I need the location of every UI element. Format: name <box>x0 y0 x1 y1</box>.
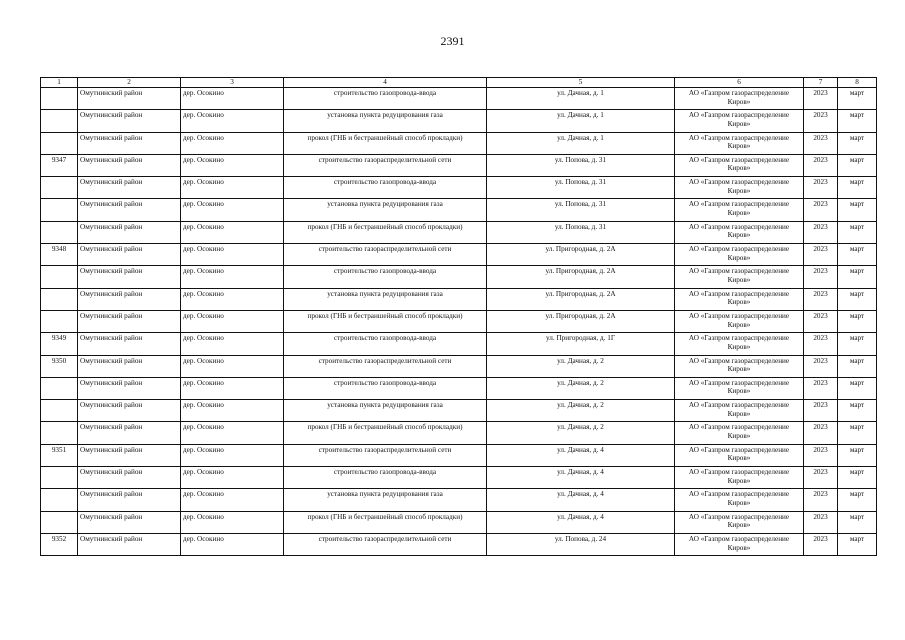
organization-cell: АО «Газпром газораспределение Киров» <box>675 266 804 288</box>
year-cell: 2023 <box>804 511 838 533</box>
work-type-cell: прокол (ГНБ и бестраншейный способ прокладки) <box>284 422 487 444</box>
organization-cell: АО «Газпром газораспределение Киров» <box>675 154 804 176</box>
work-type-cell: прокол (ГНБ и бестраншейный способ прокладки) <box>284 132 487 154</box>
organization-cell: АО «Газпром газораспределение Киров» <box>675 377 804 399</box>
column-header: 5 <box>487 78 675 88</box>
year-cell: 2023 <box>804 110 838 132</box>
address-cell: ул. Попова, д. 31 <box>487 199 675 221</box>
table-row <box>41 221 877 243</box>
month-cell: март <box>838 110 877 132</box>
month-cell: март <box>838 310 877 332</box>
table-row <box>41 310 877 332</box>
entry-number-cell <box>41 199 78 221</box>
district-cell: Омутнинский район <box>78 199 181 221</box>
entry-number-cell <box>41 88 78 110</box>
month-cell: март <box>838 221 877 243</box>
district-cell: Омутнинский район <box>78 533 181 555</box>
work-type-cell: строительство газопровода-ввода <box>284 177 487 199</box>
address-cell: ул. Пригородная, д. 2А <box>487 288 675 310</box>
year-cell: 2023 <box>804 355 838 377</box>
organization-cell: АО «Газпром газораспределение Киров» <box>675 88 804 110</box>
work-type-cell: прокол (ГНБ и бестраншейный способ прокладки) <box>284 310 487 332</box>
year-cell: 2023 <box>804 132 838 154</box>
work-type-cell: строительство газопровода-ввода <box>284 333 487 355</box>
address-cell: ул. Пригородная, д. 2А <box>487 244 675 266</box>
year-cell: 2023 <box>804 266 838 288</box>
district-cell: Омутнинский район <box>78 177 181 199</box>
address-cell: ул. Дачная, д. 4 <box>487 467 675 489</box>
settlement-cell: дер. Осокино <box>181 489 284 511</box>
organization-cell: АО «Газпром газораспределение Киров» <box>675 355 804 377</box>
district-cell: Омутнинский район <box>78 221 181 243</box>
year-cell: 2023 <box>804 333 838 355</box>
organization-cell: АО «Газпром газораспределение Киров» <box>675 199 804 221</box>
address-cell: ул. Дачная, д. 1 <box>487 110 675 132</box>
organization-cell: АО «Газпром газораспределение Киров» <box>675 467 804 489</box>
table-row <box>41 377 877 399</box>
organization-cell: АО «Газпром газораспределение Киров» <box>675 132 804 154</box>
entry-number-cell: 9351 <box>41 444 78 466</box>
work-type-cell: установка пункта редуцирования газа <box>284 489 487 511</box>
entry-number-cell <box>41 266 78 288</box>
table-row <box>41 266 877 288</box>
table-row <box>41 444 877 466</box>
table-row <box>41 154 877 176</box>
table-row <box>41 355 877 377</box>
work-type-cell: строительство газораспределительной сети <box>284 444 487 466</box>
entry-number-cell <box>41 511 78 533</box>
address-cell: ул. Дачная, д. 1 <box>487 88 675 110</box>
column-header: 2 <box>78 78 181 88</box>
district-cell: Омутнинский район <box>78 110 181 132</box>
settlement-cell: дер. Осокино <box>181 132 284 154</box>
address-cell: ул. Пригородная, д. 1Г <box>487 333 675 355</box>
settlement-cell: дер. Осокино <box>181 467 284 489</box>
district-cell: Омутнинский район <box>78 511 181 533</box>
work-type-cell: строительство газораспределительной сети <box>284 244 487 266</box>
year-cell: 2023 <box>804 199 838 221</box>
entry-number-cell <box>41 422 78 444</box>
entry-number-cell <box>41 489 78 511</box>
settlement-cell: дер. Осокино <box>181 110 284 132</box>
district-cell: Омутнинский район <box>78 88 181 110</box>
address-cell: ул. Пригородная, д. 2А <box>487 266 675 288</box>
settlement-cell: дер. Осокино <box>181 400 284 422</box>
settlement-cell: дер. Осокино <box>181 533 284 555</box>
year-cell: 2023 <box>804 533 838 555</box>
district-cell: Омутнинский район <box>78 132 181 154</box>
address-cell: ул. Дачная, д. 1 <box>487 132 675 154</box>
table-row <box>41 110 877 132</box>
entry-number-cell <box>41 467 78 489</box>
table-row <box>41 132 877 154</box>
work-type-cell: установка пункта редуцирования газа <box>284 110 487 132</box>
settlement-cell: дер. Осокино <box>181 244 284 266</box>
entry-number-cell: 9347 <box>41 154 78 176</box>
year-cell: 2023 <box>804 444 838 466</box>
month-cell: март <box>838 154 877 176</box>
month-cell: март <box>838 467 877 489</box>
district-cell: Омутнинский район <box>78 444 181 466</box>
work-type-cell: строительство газопровода-ввода <box>284 377 487 399</box>
work-type-cell: строительство газораспределительной сети <box>284 355 487 377</box>
entry-number-cell: 9349 <box>41 333 78 355</box>
work-type-cell: установка пункта редуцирования газа <box>284 199 487 221</box>
month-cell: март <box>838 489 877 511</box>
month-cell: март <box>838 288 877 310</box>
table-row <box>41 244 877 266</box>
organization-cell: АО «Газпром газораспределение Киров» <box>675 400 804 422</box>
month-cell: март <box>838 333 877 355</box>
work-type-cell: строительство газопровода-ввода <box>284 266 487 288</box>
entry-number-cell <box>41 400 78 422</box>
organization-cell: АО «Газпром газораспределение Киров» <box>675 444 804 466</box>
settlement-cell: дер. Осокино <box>181 266 284 288</box>
year-cell: 2023 <box>804 377 838 399</box>
organization-cell: АО «Газпром газораспределение Киров» <box>675 511 804 533</box>
month-cell: март <box>838 177 877 199</box>
table-row <box>41 422 877 444</box>
settlement-cell: дер. Осокино <box>181 355 284 377</box>
year-cell: 2023 <box>804 221 838 243</box>
month-cell: март <box>838 444 877 466</box>
address-cell: ул. Попова, д. 31 <box>487 221 675 243</box>
work-type-cell: строительство газопровода-ввода <box>284 88 487 110</box>
month-cell: март <box>838 132 877 154</box>
year-cell: 2023 <box>804 88 838 110</box>
district-cell: Омутнинский район <box>78 489 181 511</box>
registry-body <box>41 88 877 556</box>
entry-number-cell: 9348 <box>41 244 78 266</box>
month-cell: март <box>838 377 877 399</box>
year-cell: 2023 <box>804 400 838 422</box>
month-cell: март <box>838 400 877 422</box>
settlement-cell: дер. Осокино <box>181 154 284 176</box>
district-cell: Омутнинский район <box>78 288 181 310</box>
district-cell: Омутнинский район <box>78 422 181 444</box>
work-type-cell: строительство газораспределительной сети <box>284 533 487 555</box>
column-header: 6 <box>675 78 804 88</box>
month-cell: март <box>838 266 877 288</box>
column-header: 7 <box>804 78 838 88</box>
column-header: 1 <box>41 78 78 88</box>
year-cell: 2023 <box>804 467 838 489</box>
settlement-cell: дер. Осокино <box>181 333 284 355</box>
organization-cell: АО «Газпром газораспределение Киров» <box>675 221 804 243</box>
organization-cell: АО «Газпром газораспределение Киров» <box>675 422 804 444</box>
column-number-row <box>41 78 877 88</box>
entry-number-cell <box>41 132 78 154</box>
table-row <box>41 400 877 422</box>
settlement-cell: дер. Осокино <box>181 511 284 533</box>
district-cell: Омутнинский район <box>78 377 181 399</box>
month-cell: март <box>838 422 877 444</box>
settlement-cell: дер. Осокино <box>181 444 284 466</box>
settlement-cell: дер. Осокино <box>181 177 284 199</box>
address-cell: ул. Дачная, д. 2 <box>487 422 675 444</box>
organization-cell: АО «Газпром газораспределение Киров» <box>675 533 804 555</box>
district-cell: Омутнинский район <box>78 400 181 422</box>
registry-table <box>40 77 877 556</box>
settlement-cell: дер. Осокино <box>181 199 284 221</box>
address-cell: ул. Дачная, д. 2 <box>487 377 675 399</box>
settlement-cell: дер. Осокино <box>181 88 284 110</box>
year-cell: 2023 <box>804 177 838 199</box>
table-row <box>41 467 877 489</box>
entry-number-cell <box>41 110 78 132</box>
table-row <box>41 288 877 310</box>
year-cell: 2023 <box>804 422 838 444</box>
work-type-cell: прокол (ГНБ и бестраншейный способ прокладки) <box>284 221 487 243</box>
year-cell: 2023 <box>804 489 838 511</box>
table-row <box>41 199 877 221</box>
settlement-cell: дер. Осокино <box>181 377 284 399</box>
address-cell: ул. Дачная, д. 4 <box>487 489 675 511</box>
district-cell: Омутнинский район <box>78 244 181 266</box>
entry-number-cell: 9350 <box>41 355 78 377</box>
column-header: 4 <box>284 78 487 88</box>
column-header: 3 <box>181 78 284 88</box>
district-cell: Омутнинский район <box>78 467 181 489</box>
organization-cell: АО «Газпром газораспределение Киров» <box>675 310 804 332</box>
settlement-cell: дер. Осокино <box>181 422 284 444</box>
entry-number-cell: 9352 <box>41 533 78 555</box>
address-cell: ул. Попова, д. 24 <box>487 533 675 555</box>
entry-number-cell <box>41 288 78 310</box>
entry-number-cell <box>41 221 78 243</box>
address-cell: ул. Попова, д. 31 <box>487 177 675 199</box>
entry-number-cell <box>41 377 78 399</box>
settlement-cell: дер. Осокино <box>181 310 284 332</box>
district-cell: Омутнинский район <box>78 355 181 377</box>
district-cell: Омутнинский район <box>78 310 181 332</box>
district-cell: Омутнинский район <box>78 154 181 176</box>
work-type-cell: прокол (ГНБ и бестраншейный способ прокладки) <box>284 511 487 533</box>
work-type-cell: строительство газораспределительной сети <box>284 154 487 176</box>
table-row <box>41 88 877 110</box>
month-cell: март <box>838 355 877 377</box>
table-row <box>41 333 877 355</box>
month-cell: март <box>838 88 877 110</box>
district-cell: Омутнинский район <box>78 333 181 355</box>
month-cell: март <box>838 533 877 555</box>
address-cell: ул. Попова, д. 31 <box>487 154 675 176</box>
table-row <box>41 511 877 533</box>
table-row <box>41 533 877 555</box>
year-cell: 2023 <box>804 154 838 176</box>
month-cell: март <box>838 199 877 221</box>
address-cell: ул. Дачная, д. 2 <box>487 355 675 377</box>
year-cell: 2023 <box>804 288 838 310</box>
year-cell: 2023 <box>804 244 838 266</box>
address-cell: ул. Пригородная, д. 2А <box>487 310 675 332</box>
month-cell: март <box>838 244 877 266</box>
table-row <box>41 489 877 511</box>
organization-cell: АО «Газпром газораспределение Киров» <box>675 489 804 511</box>
address-cell: ул. Дачная, д. 4 <box>487 511 675 533</box>
address-cell: ул. Дачная, д. 2 <box>487 400 675 422</box>
settlement-cell: дер. Осокино <box>181 288 284 310</box>
year-cell: 2023 <box>804 310 838 332</box>
organization-cell: АО «Газпром газораспределение Киров» <box>675 333 804 355</box>
work-type-cell: установка пункта редуцирования газа <box>284 400 487 422</box>
month-cell: март <box>838 511 877 533</box>
organization-cell: АО «Газпром газораспределение Киров» <box>675 244 804 266</box>
district-cell: Омутнинский район <box>78 266 181 288</box>
organization-cell: АО «Газпром газораспределение Киров» <box>675 288 804 310</box>
organization-cell: АО «Газпром газораспределение Киров» <box>675 110 804 132</box>
table-row <box>41 177 877 199</box>
work-type-cell: строительство газопровода-ввода <box>284 467 487 489</box>
work-type-cell: установка пункта редуцирования газа <box>284 288 487 310</box>
entry-number-cell <box>41 177 78 199</box>
address-cell: ул. Дачная, д. 4 <box>487 444 675 466</box>
column-header: 8 <box>838 78 877 88</box>
entry-number-cell <box>41 310 78 332</box>
page-number: 2391 <box>440 34 465 48</box>
settlement-cell: дер. Осокино <box>181 221 284 243</box>
organization-cell: АО «Газпром газораспределение Киров» <box>675 177 804 199</box>
